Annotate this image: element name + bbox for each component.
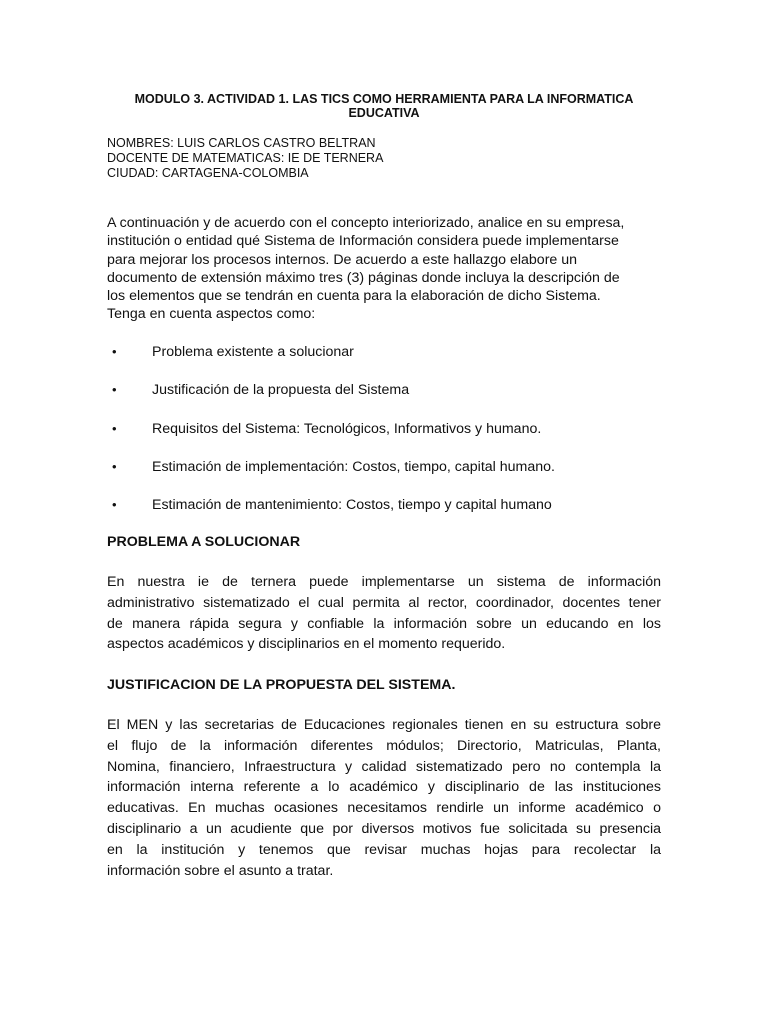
author-role: DOCENTE DE MATEMATICAS: IE DE TERNERA [107, 151, 384, 165]
author-city: CIUDAD: CARTAGENA-COLOMBIA [107, 166, 309, 180]
paragraph-line: El MEN y las secretarias de Educaciones regionales tienen en su estructura sobre [107, 717, 661, 733]
intro-line: los elementos que se tendrán en cuenta para la elaboración de dicho Sistema. [107, 288, 601, 305]
paragraph-line: aspectos académicos y disciplinarios en el momento requerido. [107, 636, 506, 653]
paragraph-line: Nomina, financiero, Infraestructura y calidad sistematizado pero no contempla la [107, 758, 661, 775]
paragraph-line: información sobre el asunto a tratar. [107, 862, 334, 879]
intro-line: para mejorar los procesos internos. De acuerdo a este hallazgo elabore un [107, 251, 578, 268]
paragraph-line: En nuestra ie de ternera puede implementarse un sistema de información [107, 574, 661, 590]
section-heading-justificacion: JUSTIFICACION DE LA PROPUESTA DEL SISTEMA. [107, 677, 456, 693]
title-line-1: MODULO 3. ACTIVIDAD 1. LAS TICS COMO HERRAMIENTA PARA LA INFORMATICA [134, 92, 634, 106]
intro-line: Tenga en cuenta aspectos como: [107, 306, 316, 323]
paragraph-line: educativas. En muchas ocasiones necesitamos rendirle un informe académico o [107, 800, 661, 817]
intro-line: institución o entidad qué Sistema de Información considera puede implementarse [107, 233, 619, 250]
author-info [107, 136, 383, 181]
list-item-text: Estimación de implementación: Costos, tiempo, capital humano. [152, 459, 555, 475]
paragraph-line: administrativo sistematizado el cual permita al rector, coordinador, docentes tener [107, 594, 661, 611]
bullet-icon: • [112, 459, 117, 474]
paragraph-line: en la institución y tenemos que revisar muchas hojas para recolectar la [107, 841, 661, 858]
list-item-text: Problema existente a solucionar [152, 344, 354, 360]
bullet-icon: • [112, 382, 117, 397]
intro-line: documento de extensión máximo tres (3) páginas donde incluya la descripción de [107, 269, 620, 286]
paragraph-line: información interna referente a lo académico y disciplinario de las instituciones [107, 779, 661, 796]
bullet-icon: • [112, 344, 117, 359]
bullet-icon: • [112, 497, 117, 512]
list-item-text: Estimación de mantenimiento: Costos, tiempo y capital humano [152, 497, 552, 513]
intro-line: A continuación y de acuerdo con el concepto interiorizado, analice en su empresa, [107, 215, 625, 231]
bullet-icon: • [112, 421, 117, 436]
paragraph-line: disciplinario a un acudiente que por diversos motivos fue solicitada su presencia [107, 820, 661, 837]
section-paragraph-problema [107, 572, 661, 655]
intro-paragraph [107, 214, 667, 324]
paragraph-line: el flujo de la información diferentes módulos; Directorio, Matriculas, Planta, [107, 737, 661, 754]
section-paragraph-justificacion [107, 715, 661, 881]
document-title [120, 92, 648, 120]
list-item-text: Requisitos del Sistema: Tecnológicos, Informativos y humano. [152, 421, 542, 437]
list-item-text: Justificación de la propuesta del Sistema [152, 382, 410, 398]
section-heading-problema: PROBLEMA A SOLUCIONAR [107, 534, 301, 550]
title-line-2: EDUCATIVA [348, 106, 420, 120]
paragraph-line: de manera rápida segura y confiable la información sobre un educando en los [107, 615, 661, 632]
author-names: NOMBRES: LUIS CARLOS CASTRO BELTRAN [107, 136, 376, 150]
